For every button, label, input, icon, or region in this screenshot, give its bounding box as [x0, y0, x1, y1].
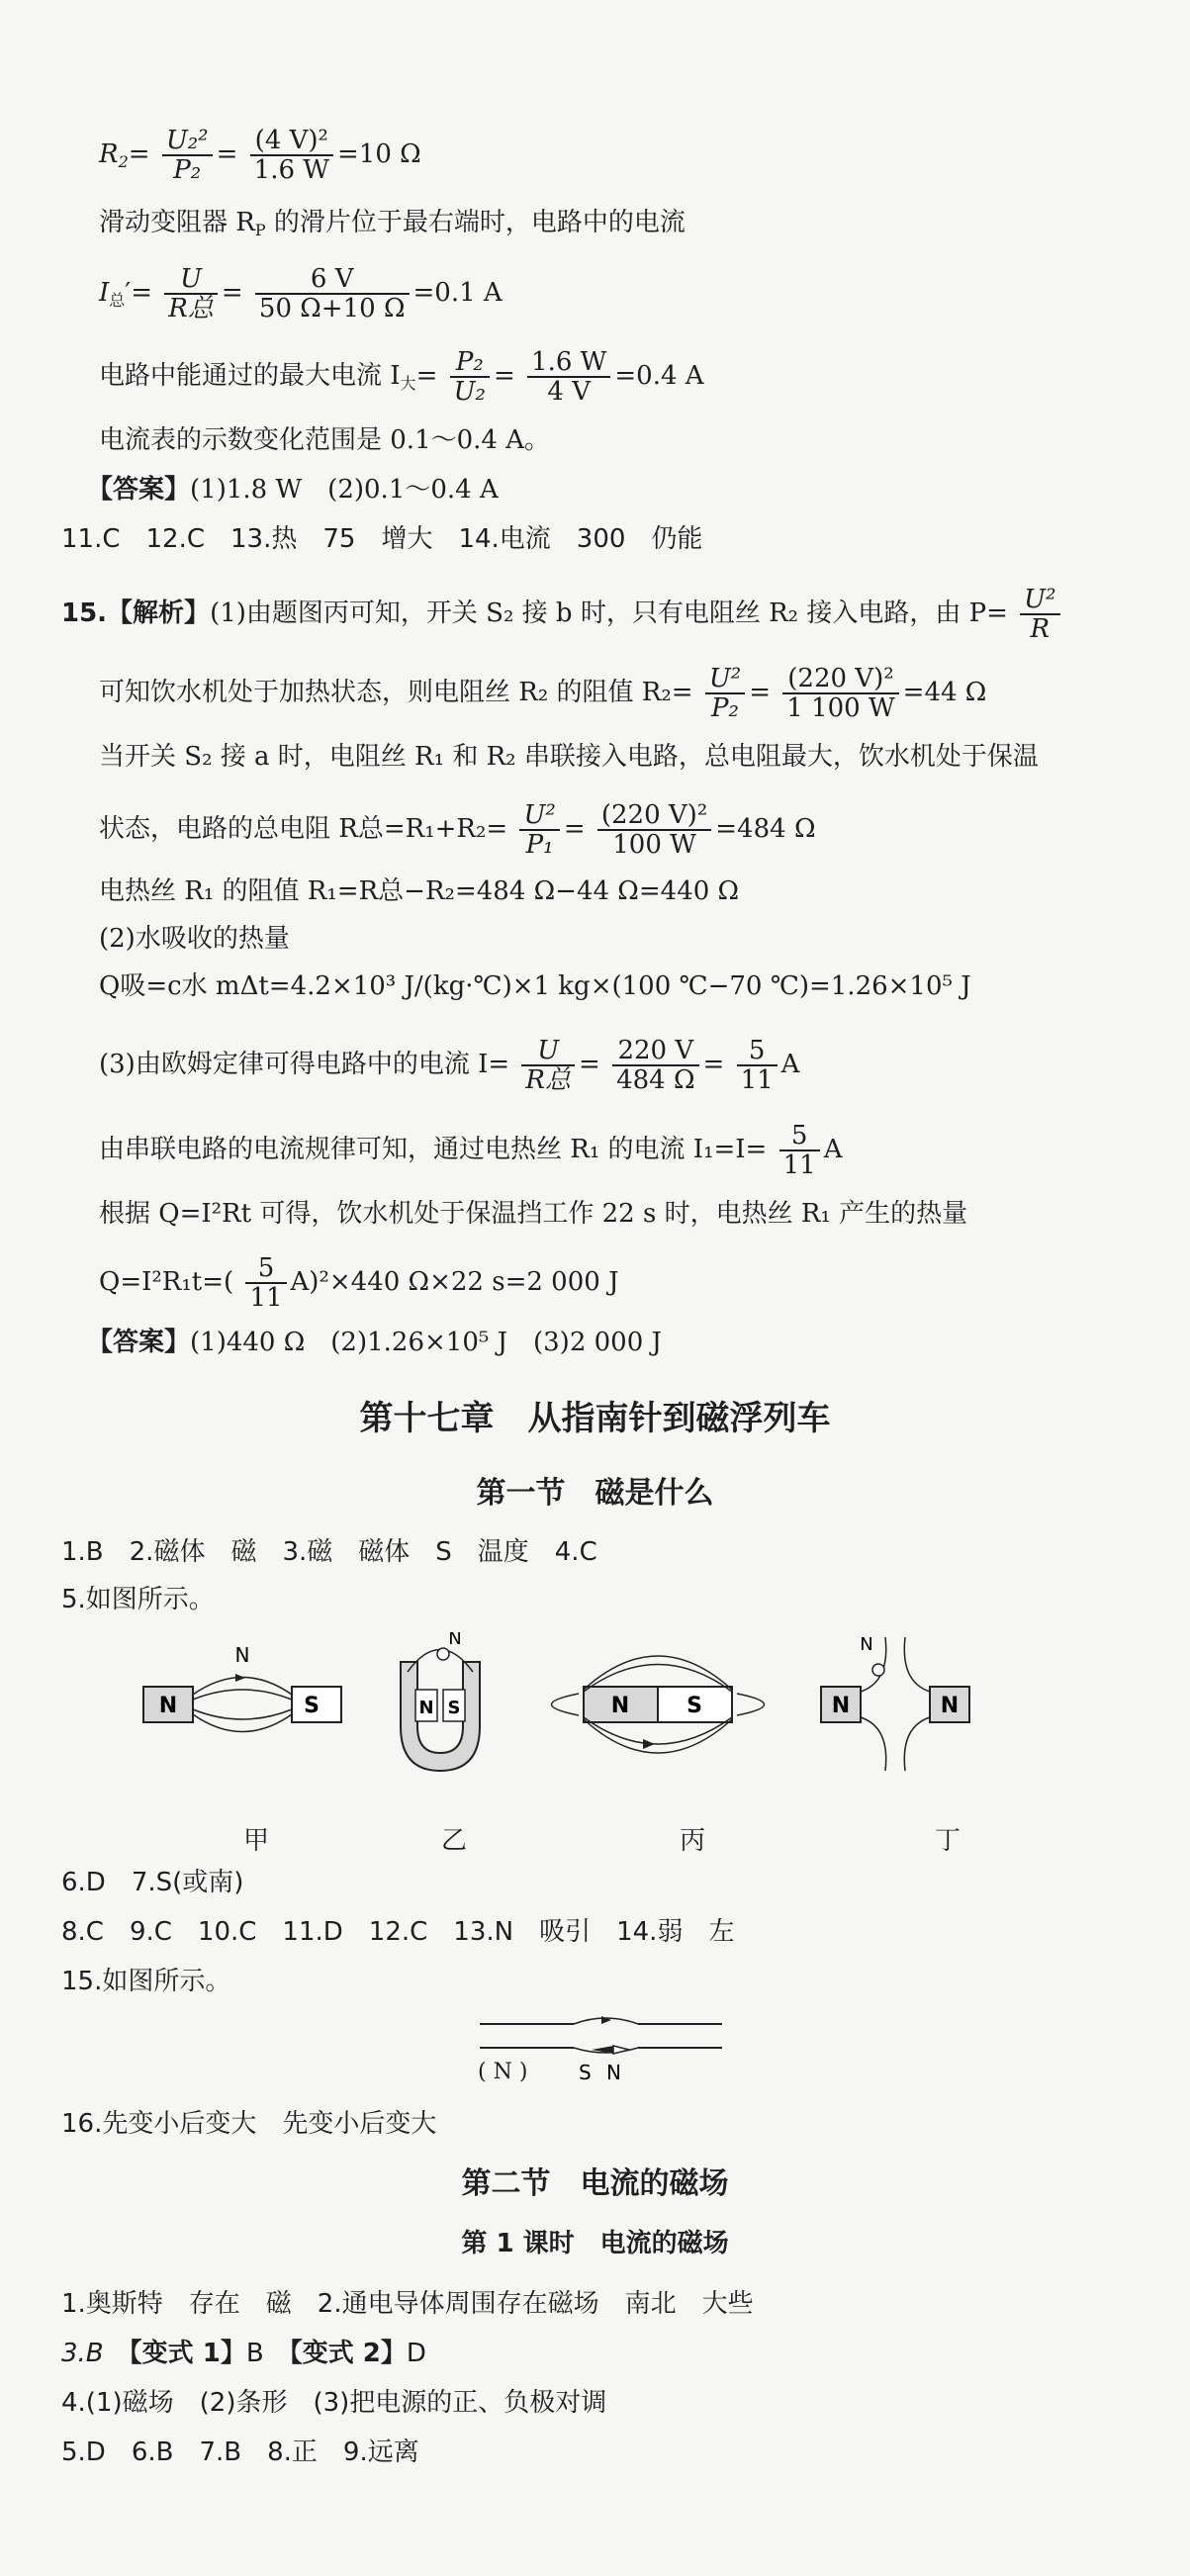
svg-text:N: N: [940, 1694, 960, 1718]
section1-answers-8-14: 8.C 9.C 10.C 11.D 12.C 13.N 吸引 14.弱 左: [61, 1917, 735, 1947]
section1-answer-15: 15.如图所示。: [61, 1967, 231, 1996]
analysis-15-line5: 电热丝 R₁ 的阻值 R₁=R总−R₂=484 Ω−44 Ω=440 Ω: [99, 876, 740, 906]
figure-ding: [821, 1634, 969, 1771]
chapter-title: 第十七章 从指南针到磁浮列车: [359, 1399, 831, 1438]
answer-14: 【答案】(1)1.8 W (2)0.1～0.4 A: [87, 475, 499, 505]
lesson-title: 第 1 课时 电流的磁场: [461, 2229, 729, 2258]
text-current-range: 电流表的示数变化范围是 0.1～0.4 A。: [99, 425, 551, 455]
section-title-2: 第二节 电流的磁场: [461, 2166, 729, 2201]
section1-answer-16: 16.先变小后变大 先变小后变大: [61, 2109, 437, 2139]
figure-label-jia: 甲: [243, 1826, 270, 1856]
analysis-15-line10: 根据 Q=I²Rt 可得，饮水机处于保温挡工作 22 s 时，电热丝 R₁ 产生的热量: [99, 1199, 968, 1229]
svg-text:N: N: [158, 1694, 178, 1718]
section2-answer-4: 4.(1)磁场 (2)条形 (3)把电源的正、负极对调: [61, 2388, 607, 2418]
answer-15: 【答案】(1)440 Ω (2)1.26×10⁵ J (3)2 000 J: [87, 1328, 662, 1357]
analysis-15-line3: 当开关 S₂ 接 a 时，电阻丝 R₁ 和 R₂ 串联接入电路，总电阻最大，饮水机处于保温: [99, 742, 1039, 772]
analysis-15-line6: (2)水吸收的热量: [99, 924, 290, 954]
svg-text:S: S: [579, 2061, 592, 2084]
figure-label-bing: 丙: [680, 1826, 706, 1856]
analysis-15-line9: 由串联电路的电流规律可知，通过电热丝 R₁ 的电流 I₁=I= $\frac{5}{11}$ A: [99, 1121, 843, 1180]
formula-i-max: 电路中能通过的最大电流 $I_大=$ $\frac{\text{P₂}}{\text{U₂}}$ = $\frac{1.6 W}{4 V}$ =0.4 A: [99, 347, 704, 407]
svg-text:S: S: [447, 1698, 461, 1718]
section-title-1: 第一节 磁是什么: [476, 1476, 714, 1511]
section1-answer-5: 5.如图所示。: [61, 1585, 215, 1614]
analysis-15-line8: (3)由欧姆定律可得电路中的电流 I= $\frac{U}{\text{R总}}$ = $\frac{220 V}{484 \Omega}$ = $\frac{5}{11}$ A: [99, 1036, 800, 1095]
figure-label-ding: 丁: [935, 1826, 961, 1856]
svg-text:N: N: [448, 1632, 462, 1649]
magnetic-field-figure: [129, 1632, 979, 1820]
analysis-15-line1: 15.【解析】(1)由题图丙可知，开关 S₂ 接 b 时，只有电阻丝 R₂ 接入电路，由 P= $\frac{\text{U²}}{R}$: [61, 586, 1064, 643]
svg-text:N: N: [418, 1698, 434, 1718]
section2-answer-3: 3.B 【变式 1】B 【变式 2】D: [61, 2339, 426, 2368]
section2-answers-1-2: 1.奥斯特 存在 磁 2.通电导体周围存在磁场 南北 大些: [61, 2289, 754, 2319]
figure-jia: [143, 1643, 341, 1732]
figure-15-label: ( N ): [478, 2060, 528, 2084]
section1-answers-1-4: 1.B 2.磁体 磁 3.磁 磁体 S 温度 4.C: [61, 1537, 597, 1567]
svg-text:N: N: [860, 1634, 873, 1655]
formula-r2: $R_2=$ $\frac{\text{U₂²}}{\text{P₂}}$ = $\frac{\text{(4 V)²}}{1.6 W}$ =10 Ω: [99, 126, 421, 185]
svg-text:N: N: [234, 1643, 250, 1667]
svg-text:N: N: [606, 2061, 621, 2084]
svg-text:S: S: [304, 1694, 320, 1718]
section2-answers-5-9: 5.D 6.B 7.B 8.正 9.远离: [61, 2438, 419, 2467]
text-slider-position: 滑动变阻器 $R_P$ 的滑片位于最右端时，电路中的电流: [99, 208, 686, 239]
figure-label-yi: 乙: [441, 1826, 468, 1856]
analysis-15-line7: Q吸=c水 mΔt=4.2×10³ J/(kg·℃)×1 kg×(100 ℃−70 ℃)=1.26×10⁵ J: [99, 971, 971, 1001]
answers-11-14: 11.C 12.C 13.热 75 增大 14.电流 300 仍能: [61, 524, 703, 554]
svg-text:S: S: [687, 1694, 702, 1718]
svg-text:N: N: [831, 1694, 851, 1718]
figure-bing: [552, 1656, 765, 1753]
figure-yi: [401, 1632, 480, 1771]
formula-i-total: $I_总'=$ $\frac{U}{\text{R总}}$ = $\frac{6 V}{50 \Omega+10 \Omega}$ =0.1 A: [99, 264, 503, 323]
analysis-15-line11: Q=I²R₁t=( $\frac{5}{11}$ A)²×440 Ω×22 s=2 000 J: [99, 1253, 619, 1313]
section1-answers-6-7: 6.D 7.S(或南): [61, 1868, 244, 1897]
svg-text:N: N: [610, 1694, 630, 1718]
analysis-15-line4: 状态，电路的总电阻 R总=R₁+R₂= $\frac{\text{U²}}{\text{P₁}}$ = $\frac{\text{(220 V)²}}{100 W}$ =484 Ω: [99, 800, 816, 860]
analysis-15-line2: 可知饮水机处于加热状态，则电阻丝 R₂ 的阻值 R₂= $\frac{\text{U²}}{\text{P₂}}$ = $\frac{\text{(220 V)²}}{1 100 W}$ =44 Ω: [99, 664, 987, 723]
